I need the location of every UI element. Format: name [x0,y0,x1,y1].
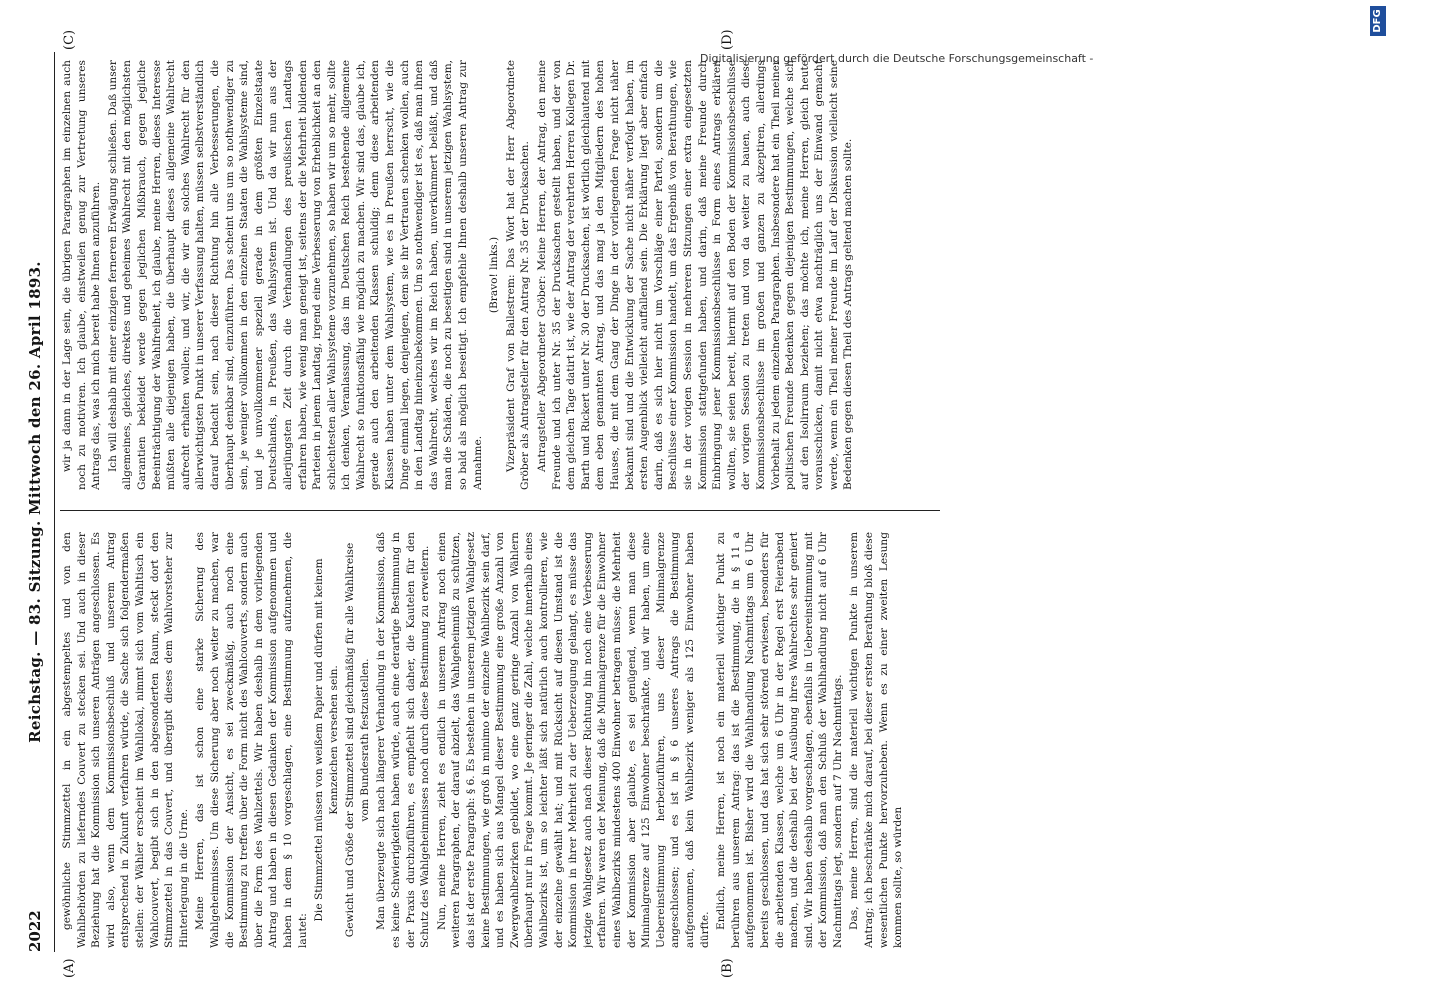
paragraph: wir ja dann in der Lage sein, die übrigen Paragraphen im einzelnen auch noch zu motiviren. Ich glaube, einstweilen genug zur Vertretung unseres Antrags das, was ich mich bereit habe Ihnen anzuführen. [61,60,103,490]
paragraph: Man überzeugte sich nach längerer Verhandlung in der Kommission, daß es keine Schwierigkeiten haben würde, auch eine derartige Bestimmung in der Praxis durchzuführen, es empfiehlt sich daher, die Kautelen für den Schutz des Wahlgeheimnisses noch durch diese Bestimmung zu erweitern. [375,532,432,948]
applause-note: (Bravo! links.) [488,236,501,314]
paragraph: gewöhnliche Stimmzettel in ein abgestempeltes und von den Wahlbehörden zu lieferndes Couvert zu stecken sei. Und auch in dieser Beziehung hat die Kommission sich unseren Anträgen angeschlossen. Es wird also, wenn dem Kommissionsbeschluß und unserem Antrag entsprechend in Zukunft verfahren würde, die Sache sich folgendermaßen stellen: der Wähler erscheint im Wahllokal, nimmt sich vom Wahltisch ein Wahlcouvert, begibt sich in den abgesonderten Raum, steckt dort den Stimmzettel in das Couvert, und übergibt dieses dem Wahlvorsteher zur Hinterlegung in die Urne. [61,532,190,948]
page-title: Reichstag. — 83. Sitzung. Mittwoch den 26. April 1893. [26,261,44,743]
quoted-provision: Die Stimmzettel müssen von weißem Papier und dürfen mit keinem Kennzeichen versehen sein. [313,558,340,922]
paragraph: Meine Herren, das ist schon eine starke Sicherung des Wahlgeheimnisses. Um diese Sicherung aber noch weiter zu machen, war die Kommission der Ansicht, es sei zweckmäßig, auch noch eine Bestimmung zu treffen über die Form nicht des Wahlcouverts, sondern auch über die Form des Wahlzettels. Wir haben deshalb in dem vorliegenden Antrag und haben in diesen Gedanken der Kommission aufgenommen und haben in dem § 10 vorgeschlagen, eine Bestimmung aufzunehmen, die lautet: [194,532,309,948]
margin-marker-a: (A) [62,958,77,978]
column-divider [60,510,940,511]
header-rule [54,52,55,952]
paragraph: Endlich, meine Herren, ist noch ein materiell wichtiger Punkt zu berühren aus unserem Antrag: das ist die Bestimmung, die in § 11 a aufgenommen ist. Bisher wird die Wahlhandlung Nachmittags um 6 Uhr bereits geschlossen, und das hat sich sehr störend erwiesen, besonders für die arbeitenden Klassen, welche um 6 Uhr in der Regel erst Feierabend machen, und die deshalb bei der Ausübung ihres Wahlrechtes sehr geniert sind. Wir haben deshalb vorgeschlagen, ebenfalls in Uebereinstimmung mit der Kommission, daß man den Schluß der Wahlhandlung nicht auf 6 Uhr Nachmittags legt, sondern auf 7 Uhr Nachmittags. [715,532,844,948]
paragraph: Nun, meine Herren, zieht es endlich in unserem Antrag noch einen weiteren Paragraphen, der darauf abzielt, das Wahlgeheimniß zu schützen, das ist der erste Paragraph: § 6. Es bestehen in unserem jetzigen Wahlgesetz keine Bestimmungen, wie groß in minimo der einzelne Wahlbezirk sein darf, und es haben sich aus Mangel dieser Bestimmung eine große Anzahl von Zwergwahlbezirken gebildet, wo eine ganz geringe Anzahl von Wählern überhaupt nur in Frage kommt. Je geringer die Zahl, welche innerhalb eines Wahlbezirks ist, um so leichter läßt sich natürlich auch kontrollieren, wie der einzelne gewählt hat; und mit Rücksicht auf diesen Umstand ist die Kommission in ihrer Mehrheit zu der Ueberzeugung gelangt, es müsse das jetzige Wahlgesetz auch nach dieser Richtung hin noch eine Verbesserung erfahren. Wir waren der Meinung, daß die Minimalgrenze für die Einwohner eines Wahlbezirks mindestens 400 Einwohner betragen müsse; die Mehrheit der Kommission aber glaubte, es sei genügend, wenn man diese Minimalgrenze auf 125 Einwohner beschränkte, und wir haben, um eine Uebereinstimmung herbeizuführen, uns dieser Minimalgrenze angeschlossen; und es ist in § 6 unseres Antrags die Bestimmung aufgenommen, daß kein Wahlbezirk weniger als 125 Einwohner haben dürfte. [435,532,711,948]
left-text-column [60,532,940,948]
speaker-paragraph: Vizepräsident Graf von Ballestrem: Das Wort hat der Herr Abgeordnete Gröber als Antragsteller für den Antrag Nr. 35 der Drucksachen. [504,60,532,490]
right-text-column [60,60,920,490]
paragraph: Ich will deshalb mit einer einzigen ferneren Erwägung schließen. Daß unser allgemeines, gleiches, direktes und geheimes Wahlrecht mit den möglichsten Garantien bekleidet werde gegen jeglichen Mißbrauch, gegen jegliche Beeinträchtigung der Wahlfreiheit, ich glaube, meine Herren, dieses Interesse müßten alle diejenigen haben, die überhaupt dieses allgemeine Wahlrecht aufrecht erhalten wollen; und wir, die wir ein solches Wahlrecht für den allerwichtigsten Punkt in unserer Verfassung halten, müssen selbstverständlich darauf bedacht sein, nach dieser Richtung hin alle Verbesserungen, die überhaupt denkbar sind, einzuführen. Das scheint uns um so nothwendiger zu sein, je weniger vollkommen in den einzelnen Staaten die Wahlsysteme sind, und je unvollkommener speziell gerade in dem größten Einzelstaate Deutschlands, in Preußen, das Wahlsystem ist. Und da wir nun aus der allerjüngsten Zeit durch die Verhandlungen des preußischen Landtags erfahren haben, wie wenig man geneigt ist, seitens der die Mehrheit bildenden Parteien in jenem Landtag, irgend eine Verbesserung von Erheblichkeit an den schlechtesten aller Wahlsysteme vorzunehmen, so haben wir um so mehr, sollte ich denken, Veranlassung, das im Deutschen Reich bestehende allgemeine Wahlrecht so funktionsfähig wie möglich zu machen. Wir sind das, glaube ich, gerade auch den arbeitenden Klassen schuldig; denn diese arbeitenden Klassen haben unter dem Wahlsystem, wie es in Preußen herrscht, wie die Dinge einmal liegen, denjenigen, dem sie ihr Vertrauen schenken wollen, auch in den Landtag hineinzubekommen. Um so nothwendiger ist es, daß man ihnen das Wahlrecht, welches wir im Reich haben, unverkümmert beläßt, und daß man die Schäden, die noch zu beseitigen sind in unserem jetzigen Wahlsystem, so bald als möglich beseitigt. Ich empfehle Ihnen deshalb unseren Antrag zur Annahme. [106,60,484,490]
dfg-logo: DFG [1370,6,1386,36]
margin-marker-c: (C) [62,29,77,50]
page-header [26,52,50,952]
speaker-paragraph: Antragsteller Abgeordneter Gröber: Meine Herren, der Antrag, den meine Freunde und ich unter Nr. 35 der Drucksachen gestellt haben, und der von dem gleichen Tage datirt ist, wie der Antrag der verehrten Herren Kollegen Dr. Barth und Rickert unter Nr. 30 der Drucksachen, ist wörtlich gleichlautend mit dem eben genannten Antrag, und das mag ja den Mitgliedern des hohen Hauses, die mit dem Gang der Dinge in der vorliegenden Frage nicht näher bekannt sind und die Entwicklung der Sache nicht näher verfolgt haben, im ersten Augenblick vielleicht auffallend sein. Die Erklärung liegt aber einfach darin, daß es sich hier nicht um Vorschläge einer Partei, sondern um die Beschlüsse einer Kommission handelt, um das Ergebniß von Berathungen, wie sie in der vorigen Session in mehreren Sitzungen einer extra eingesetzten Kommission stattgefunden haben, und darin, daß meine Freunde durch Einbringung jener Kommissionsbeschlüsse in Form eines Antrags erklären wollten, sie seien bereit, hiermit auf den Boden der Kommissionsbeschlüsse der vorigen Session zu treten und von da weiter zu bauen, auch diese Kommissionsbeschlüsse im großen und ganzen zu akzeptiren, allerdings Vorbehalt zu jedem einzelnen Paragraphen. Insbesondere hat ein Theil meiner politischen Freunde Bedenken gegen diejenigen Bestimmungen, welche sich auf den Isolirraum beziehen; das möchte ich, meine Herren, gleich heute vorausschicken, damit nicht etwa nachträglich uns der Einwand gemacht werde, wenn ein Theil meiner Freunde im Lauf der Diskussion vielleicht seine Bedenken gegen diesen Theil des Antrags geltend machen sollte. [536,60,855,490]
digitization-credit: Digitalisierung gefördert durch die Deutsche Forschungsgemeinschaft - [700,52,1094,65]
margin-marker-d: (D) [720,29,735,50]
margin-marker-b: (B) [720,958,735,978]
quoted-provision: Gewicht und Größe der Stimmzettel sind gleichmäßig für alle Wahlkreise vom Bundesrath festzustellen. [344,542,371,938]
paragraph: Das, meine Herren, sind die materiell wichtigen Punkte in unserem Antrag; ich beschränke mich darauf, bei dieser ersten Berathung bloß diese wesentlichen Punkte hervorzuheben. Wenn es zu einer zweiten Lesung kommen sollte, so würden [848,532,905,948]
page-number: 2022 [26,910,44,952]
